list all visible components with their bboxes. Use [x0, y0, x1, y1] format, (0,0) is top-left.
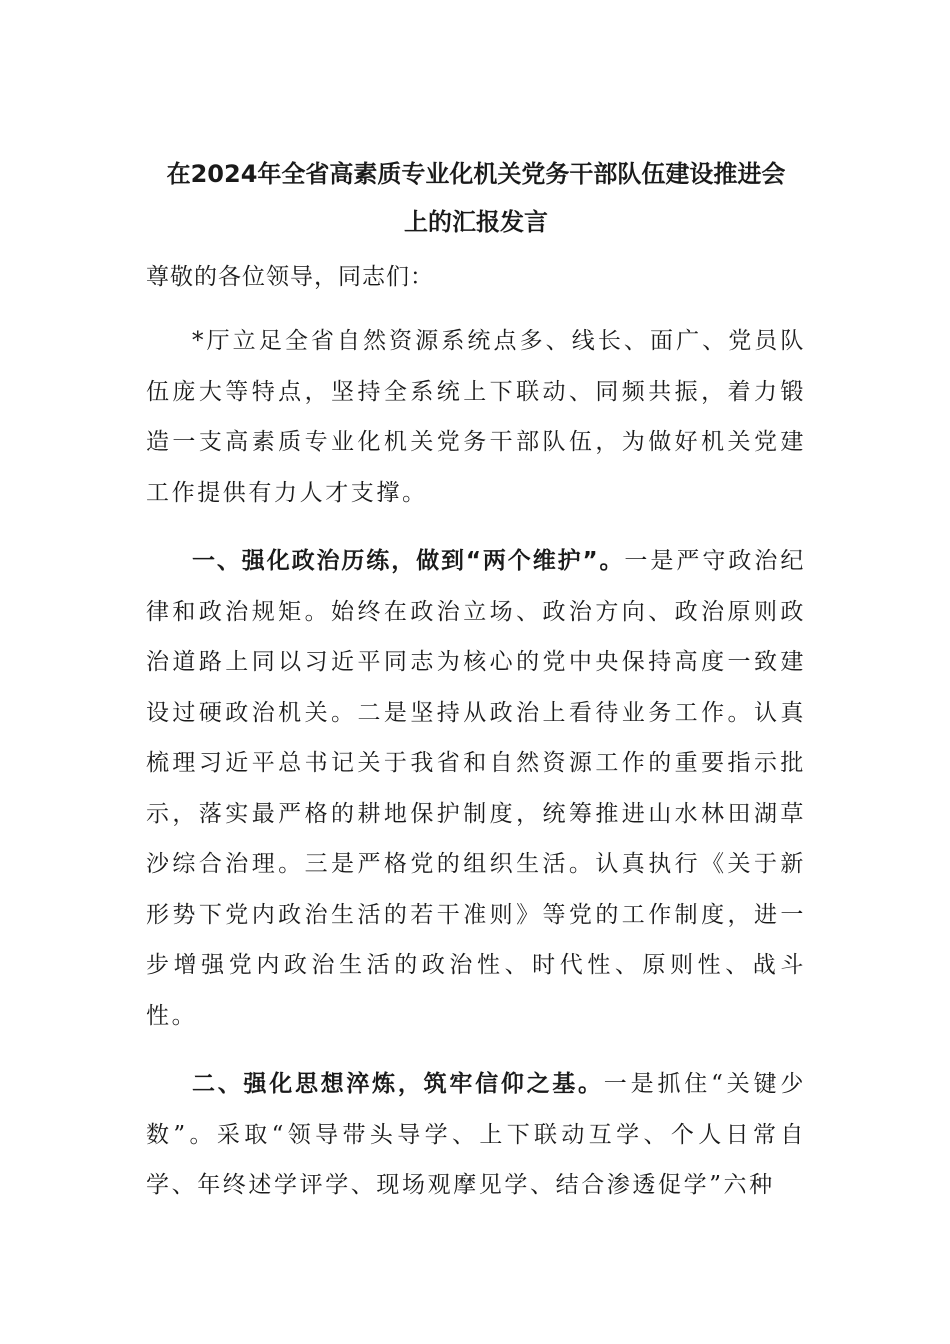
paragraph-body: 一是抓住“关键少数”。采取“领导带头导学、上下联动互学、个人日常自学、年终述学评学、现场观摩见学、结合渗透促学”六种 — [146, 1071, 807, 1198]
title-line-1: 在2024年全省高素质专业化机关党务干部队伍建设推进会 — [166, 160, 786, 188]
salutation: 尊敬的各位领导，同志们： — [146, 264, 434, 290]
document-title — [138, 150, 814, 246]
section-heading: 二、强化思想淬炼，筑牢信仰之基。 — [192, 1071, 604, 1097]
section-heading: 一、强化政治历练，做到“两个维护”。 — [192, 548, 625, 574]
paragraph-section-2 — [146, 1059, 806, 1211]
document-page — [146, 150, 806, 1229]
paragraph-body: 一是严守政治纪律和政治规矩。始终在政治立场、政治方向、政治原则政治道路上同以习近平同志为核心的党中央保持高度一致建设过硬政治机关。二是坚持从政治上看待业务工作。认真梳理习近平总书记关于我省和自然资源工作的重要指示批示，落实最严格的耕地保护制度，统筹推进山水林田湖草沙综合治理。三是严格党的组织生活。认真执行《关于新形势下党内政治生活的若干准则》等党的工作制度，进一步增强党内政治生活的政治性、时代性、原则性、战斗性。 — [146, 548, 806, 1029]
paragraph-intro — [146, 316, 806, 518]
title-line-2: 上的汇报发言 — [404, 208, 548, 236]
paragraph-body: *厅立足全省自然资源系统点多、线长、面广、党员队伍庞大等特点，坚持全系统上下联动、同频共振，着力锻造一支高素质专业化机关党务干部队伍，为做好机关党建工作提供有力人才支撑。 — [146, 328, 806, 506]
paragraph-section-1 — [146, 536, 806, 1041]
